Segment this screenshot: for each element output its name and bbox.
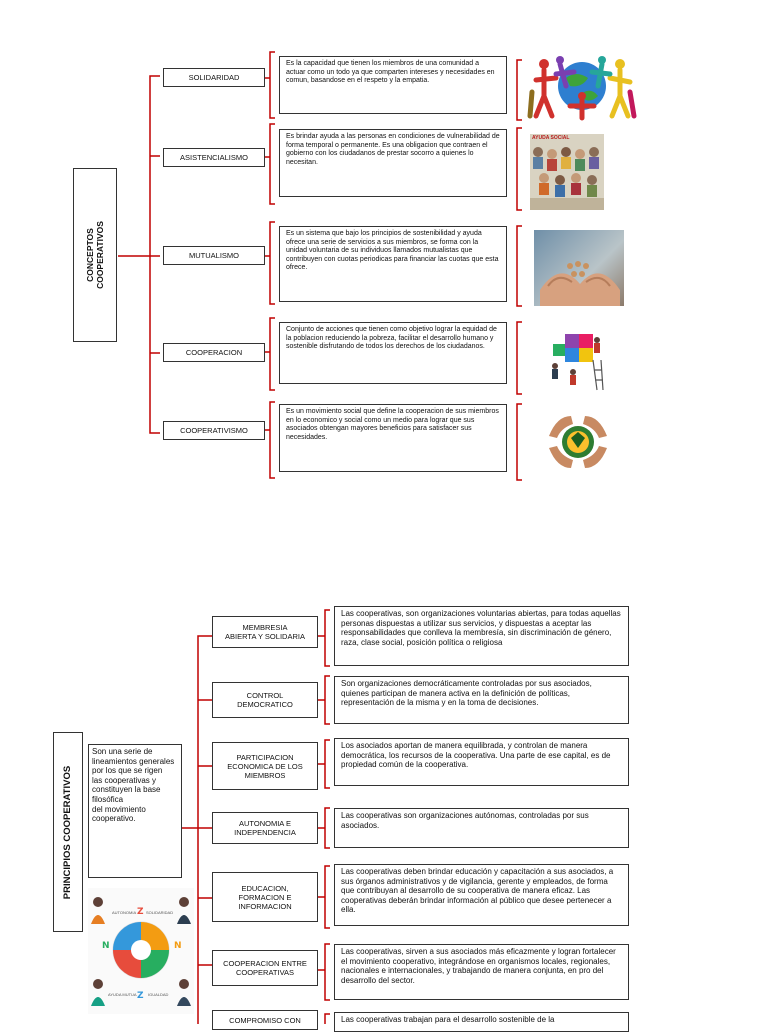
concept-label: COOPERACION bbox=[185, 348, 243, 357]
principle-description: Las cooperativas, son organizaciones voluntarias abiertas, para todas aquellas personas dispuestas a utilizar sus servicios, y dispuestas a aceptar las responsabilidades que conlleva la membresía, sin discriminación de género, raza, clase social, posición política o religiosa bbox=[334, 606, 629, 666]
concept-solidaridad bbox=[163, 68, 265, 87]
principles-title: PRINCIPIOS COOPERATIVOS bbox=[62, 765, 74, 899]
concept-description: Es brindar ayuda a las personas en condiciones de vulnerabilidad de forma temporal o permanente. Es una obligacion que contraen el gobierno con los ciudadanos de prestar socorro a quienes lo necesitan. bbox=[279, 129, 507, 197]
concept-asistencialismo bbox=[163, 148, 265, 167]
concept-label: ASISTENCIALISMO bbox=[180, 153, 248, 162]
infographic-label: AUTONOMIA bbox=[112, 910, 137, 915]
concept-cooperacion bbox=[163, 343, 265, 362]
principle-description: Las cooperativas deben brindar educación y capacitación a sus asociados, a sus órganos administrativos y de vigilancia, gerente y empleados, de forma que contribuyan al desarrollo de su cooperativa de manera eficaz. Las cooperativas deberán brindar información al público que desee pertenecer a ella. bbox=[334, 864, 629, 926]
principle-control: CONTROL DEMOCRATICO bbox=[212, 682, 318, 718]
infographic-label: IGUALDAD bbox=[148, 992, 169, 997]
svg-text:Z: Z bbox=[137, 907, 144, 917]
concept-description: Es un movimiento social que define la cooperacion de sus miembros en lo economico y social como un medio para lograr que sus asociados obtengan mayores beneficios para satisfacer sus necesidades. bbox=[279, 404, 507, 472]
people-assembling-puzzle-image bbox=[545, 330, 605, 392]
principle-autonomia: AUTONOMIA E INDEPENDENCIA bbox=[212, 812, 318, 844]
principle-educacion: EDUCACION, FORMACION E INFORMACION bbox=[212, 872, 318, 922]
hands-holding-figures-image bbox=[534, 230, 624, 306]
concept-label: SOLIDARIDAD bbox=[188, 73, 240, 82]
principle-description: Las cooperativas son organizaciones autónomas, controladas por sus asociados. bbox=[334, 808, 629, 848]
svg-text:N: N bbox=[174, 941, 182, 951]
concept-description: Es un sistema que bajo los principios de sostenibilidad y ayuda ofrece una serie de servicios a sus miembros, se forma con la unidad voluntaria de su individuos llamados mutualistas que contribuyen con cuotas periodicas para financiar las cuotas que esta ofrece. bbox=[279, 226, 507, 302]
principle-membresia: MEMBRESIA ABIERTA Y SOLIDARIA bbox=[212, 616, 318, 648]
concept-description: Conjunto de acciones que tienen como objetivo lograr la equidad de la poblacion reduciendo la pobreza, facilitar el desarrollo humano y sostenible disfrutando de todos los derechos de los ciudadanos. bbox=[279, 322, 507, 384]
concepts-title-box bbox=[73, 168, 117, 342]
infographic-label: AYUDA MUTUA bbox=[108, 992, 137, 997]
cooperative-principles-infographic bbox=[88, 888, 194, 1014]
svg-text:Z: Z bbox=[137, 991, 144, 1001]
principle-participacion: PARTICIPACION ECONOMICA DE LOS MIEMBROS bbox=[212, 742, 318, 790]
concepts-title: CONCEPTOS COOPERATIVOS bbox=[85, 221, 106, 289]
concept-description: Es la capacidad que tienen los miembros de una comunidad a actuar como un todo ya que comparten intereses y necesidades en comun, basandose en el respeto y la empatia. bbox=[279, 56, 507, 114]
principle-description: Las cooperativas, sirven a sus asociados más eficazmente y logran fortalecer el movimiento cooperativo, integrándose en organismos locales, regionales, nacionales e internacionales, y trabajando de manera conjunta, en pro del desarrollo del sector. bbox=[334, 944, 629, 1000]
concept-label: COOPERATIVISMO bbox=[180, 426, 248, 435]
principle-cooperacion: COOPERACION ENTRE COOPERATIVAS bbox=[212, 950, 318, 986]
ayuda-social-image bbox=[530, 134, 604, 210]
ayuda-social-caption: AYUDA SOCIAL bbox=[532, 135, 570, 141]
principle-compromiso: COMPROMISO CON bbox=[212, 1010, 318, 1030]
svg-text:N: N bbox=[102, 941, 110, 951]
concept-cooperativismo bbox=[163, 421, 265, 440]
principle-description: Los asociados aportan de manera equilibrada, y controlan de manera democrática, los recursos de la cooperativa. Una parte de ese capital, es de propiedad común de la cooperativa. bbox=[334, 738, 629, 786]
children-around-globe-image bbox=[526, 56, 638, 122]
infographic-label: SOLIDARIDAD bbox=[146, 910, 174, 915]
principle-description: Son organizaciones democráticamente controladas por sus asociados, quienes participan de manera activa en la definición de políticas, representación de la misma y en la toma de decisiones. bbox=[334, 676, 629, 724]
principle-description: Las cooperativas trabajan para el desarrollo sostenible de la bbox=[334, 1012, 629, 1032]
hands-around-cooperative-logo-image bbox=[545, 406, 611, 476]
principles-title-box bbox=[53, 732, 83, 932]
concept-label: MUTUALISMO bbox=[188, 251, 239, 260]
concept-mutualismo bbox=[163, 246, 265, 265]
principles-intro: Son una serie de lineamientos generales por los que se rigen las cooperativas y constituyen la base filosófica del movimiento cooperativo. bbox=[88, 744, 182, 878]
